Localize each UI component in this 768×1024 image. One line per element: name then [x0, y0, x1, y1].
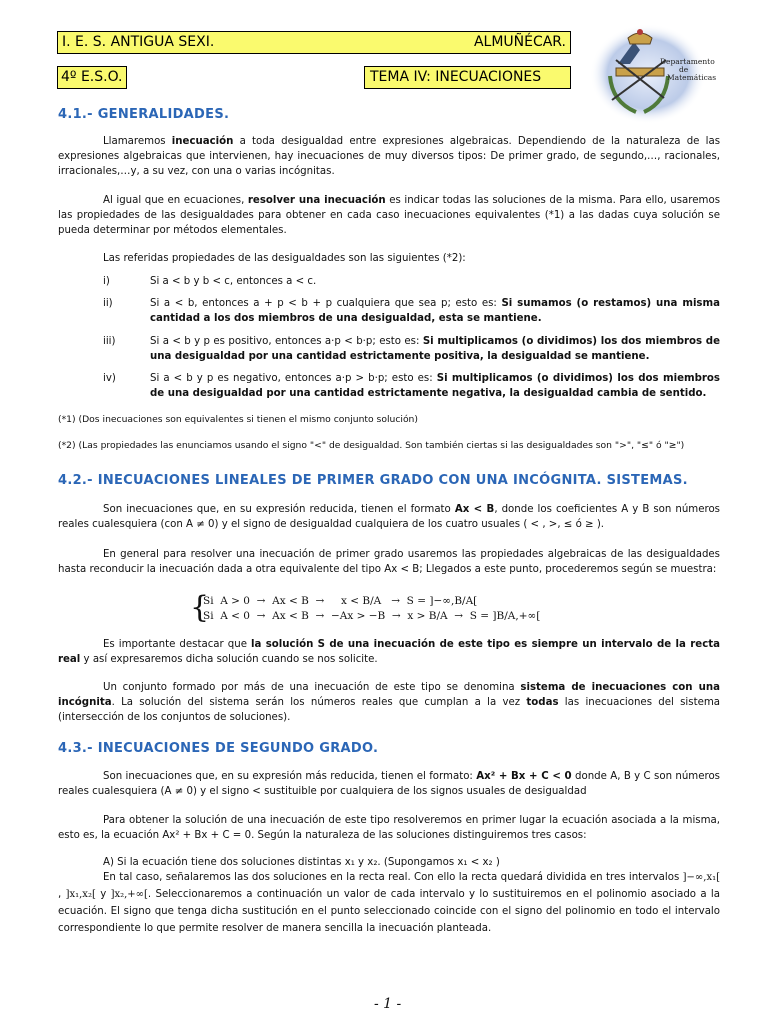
- property-text-3: Si a < b y p es positivo, entonces a·p < b·p; esto es: Si multiplicamos (o dividimos) los dos miembros de una desigualdad por una cantidad estrictamente positiva, la desigualdad se mantiene.: [150, 336, 720, 362]
- s3-paragraph-3: En tal caso, señalaremos las dos soluciones en la recta real. Con ello la recta quedará dividida en tres intervalos ]−∞,x₁[ , ]x₁,x₂[ y ]x₂,+∞[. Seleccionaremos a continuación un valor de cada intervalo y lo sustituiremos en el polinomio asociado a la ecuación. El signo que tenga dicha sustitución en el punto seleccionado coincide con el signo del polinomio en todo el intervalo correspondiente lo que permite resolver de manera sencilla la inecuación planteada.: [58, 872, 720, 934]
- s2-paragraph-2: En general para resolver una inecuación de primer grado usaremos las propiedades algebraicas de las desigualdades hasta reconducir la inecuación dada a otra equivalente del tipo Ax < B; Llegados a este punto, procederemos según se muestra:: [58, 549, 720, 575]
- property-text-4: Si a < b y p es negativo, entonces a·p > b·p; esto es: Si multiplicamos (o dividimos) los dos miembros de una desigualdad por una cantidad estrictamente negativa, la desigualdad cambia de sentido.: [150, 373, 720, 399]
- property-number-3: iii): [103, 336, 116, 347]
- property-text-2: Si a < b, entonces a + p < b + p cualquiera que sea p; esto es: Si sumamos (o restamos) una misma cantidad a los dos miembros de una desigualdad, esta se mantiene.: [150, 298, 720, 324]
- s1-paragraph-2: Al igual que en ecuaciones, resolver una inecuación es indicar todas las soluciones de la misma. Para ello, usaremos las propiedades de las desigualdades para obtener en cada caso inecuaciones equivalentes (*1) a las dadas cuya solución se pueda determinar por métodos elementales.: [58, 195, 720, 236]
- s2-paragraph-4: Un conjunto formado por más de una inecuación de este tipo se denomina sistema de inecuaciones con una incógnita. La solución del sistema serán los números reales que cumplan a la vez todas las inecuaciones del sistema (intersección de los conjuntos de soluciones).: [58, 682, 720, 723]
- header-course-box: [57, 66, 127, 89]
- case-brace: {: [190, 590, 210, 625]
- s1-paragraph-3: Las referidas propiedades de las desigualdades son las siguientes (*2):: [103, 253, 466, 264]
- section-title-4-3: 4.3.- INECUACIONES DE SEGUNDO GRADO.: [58, 741, 379, 756]
- header-school-box: [57, 31, 571, 54]
- section-title-4-2: 4.2.- INECUACIONES LINEALES DE PRIMER GRADO CON UNA INCÓGNITA. SISTEMAS.: [58, 473, 688, 488]
- interval-3: ]x₂,+∞[: [110, 889, 148, 900]
- section-title-4-1: 4.1.- GENERALIDADES.: [58, 107, 230, 122]
- footnote-1: (*1) (Dos inecuaciones son equivalentes si tienen el mismo conjunto solución): [58, 414, 418, 425]
- logo-text-line3: Matemáticas: [667, 73, 717, 82]
- case-positive-a: Si A > 0 → Ax < B → x < B/A → S = ]−∞,B/A[: [203, 595, 478, 607]
- property-number-4: iv): [103, 373, 116, 384]
- header-topic-box: [364, 66, 571, 89]
- case-negative-a: Si A < 0 → Ax < B → −Ax > −B → x > B/A → S = ]B/A,+∞[: [203, 610, 541, 622]
- course-label: 4º E.S.O.: [61, 69, 123, 85]
- property-text-1: Si a < b y b < c, entonces a < c.: [150, 276, 317, 287]
- s2-paragraph-3: Es importante destacar que la solución S de una inecuación de este tipo es siempre un intervalo de la recta real y así expresaremos dicha solución cuando se nos solicite.: [58, 639, 720, 665]
- town-name: ALMUÑÉCAR.: [473, 34, 566, 50]
- school-name: I. E. S. ANTIGUA SEXI.: [62, 34, 215, 50]
- property-number-2: ii): [103, 298, 113, 309]
- logo-text-line2: de: [679, 65, 689, 74]
- s2-paragraph-1: Son inecuaciones que, en su expresión reducida, tienen el formato Ax < B, donde los coeficientes A y B son números reales cualesquiera (con A ≠ 0) y el signo de desigualdad cualquiera de los cuatro usuales ( < , >, ≤ ó ≥ ).: [58, 504, 720, 530]
- footnote-2: (*2) (Las propiedades las enunciamos usando el signo "<" de desigualdad. Son también ciertas si las desigualdades son ">", "≤" ó "≥"): [58, 440, 685, 451]
- s3-paragraph-2: Para obtener la solución de una inecuación de este tipo resolveremos en primer lugar la ecuación asociada a la misma, esto es, la ecuación Ax² + Bx + C = 0. Según la naturaleza de las soluciones distinguiremos tres casos:: [58, 815, 720, 841]
- logo-text-line1: Departamento: [660, 57, 715, 66]
- page-number: - 1 -: [374, 996, 402, 1012]
- property-number-1: i): [103, 276, 110, 287]
- s3-case-a: A) Si la ecuación tiene dos soluciones distintas x₁ y x₂. (Supongamos x₁ < x₂ ): [103, 857, 500, 868]
- s1-paragraph-1: Llamaremos inecuación a toda desigualdad entre expresiones algebraicas. Dependiendo de la naturaleza de las expresiones algebraicas que intervienen, hay inecuaciones de muy diversos tipos: De primer grado, de segundo,…, racionales, irracionales,…y, a su vez, con una o varias incógnitas.: [58, 136, 720, 177]
- s3-paragraph-1: Son inecuaciones que, en su expresión más reducida, tienen el formato: Ax² + Bx + C < 0 donde A, B y C son números reales cualesquiera (A ≠ 0) y el signo < sustituible por cualquiera de los signos usuales de desigualdad: [58, 771, 720, 797]
- topic-label: TEMA IV: INECUACIONES: [370, 69, 542, 85]
- department-logo: [588, 20, 736, 124]
- interval-2: ]x₁,x₂[: [65, 889, 96, 900]
- interval-1: ]−∞,x₁[: [682, 872, 720, 883]
